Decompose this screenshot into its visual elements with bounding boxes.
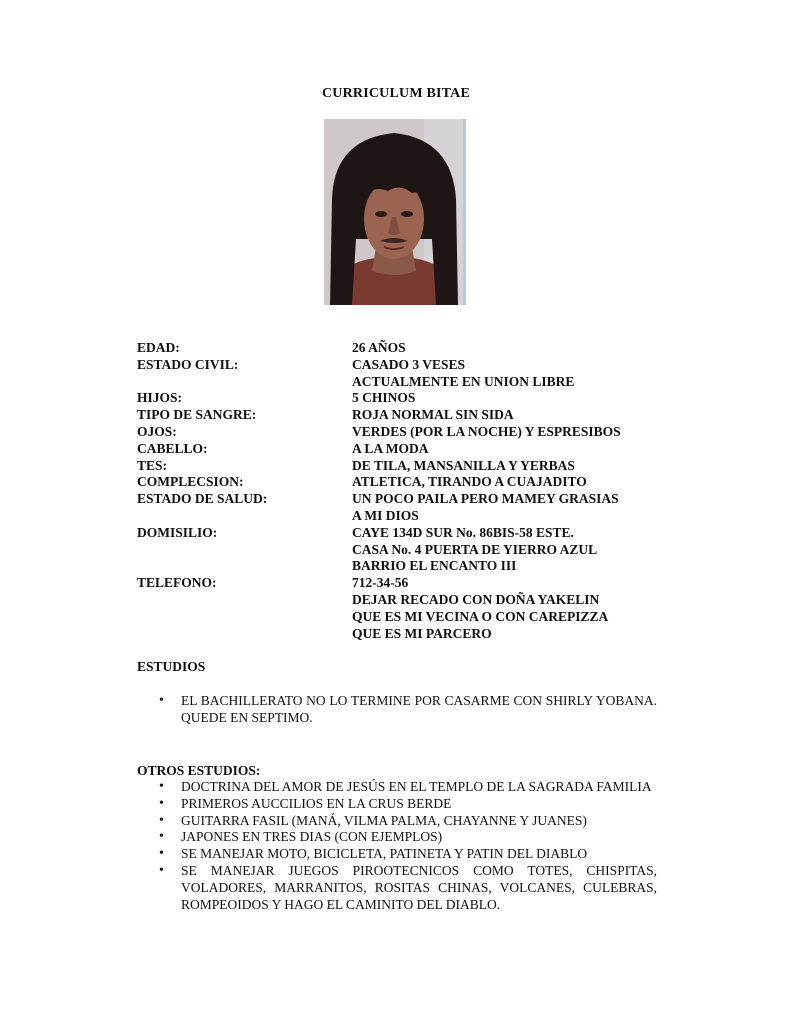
info-value-line: DEJAR RECADO CON DOÑA YAKELIN — [352, 591, 600, 607]
info-value — [352, 458, 657, 475]
info-label: ESTADO DE SALUD: — [137, 491, 268, 507]
info-value — [352, 474, 657, 491]
info-value — [352, 441, 657, 458]
info-label: TIPO DE SANGRE: — [137, 407, 257, 423]
info-value — [352, 525, 657, 575]
info-row — [137, 340, 657, 357]
info-value-line: ACTUALMENTE EN UNION LIBRE — [352, 373, 575, 389]
otros-estudios-heading: OTROS ESTUDIOS: — [137, 763, 261, 778]
info-value-line: UN POCO PAILA PERO MAMEY GRASIAS — [352, 491, 619, 507]
info-value — [352, 407, 657, 424]
info-row — [137, 491, 657, 525]
info-label: DOMISILIO: — [137, 524, 218, 540]
info-value — [352, 491, 657, 525]
info-label: EDAD: — [137, 340, 180, 355]
personal-info-table — [137, 340, 657, 642]
info-row — [137, 458, 657, 475]
info-value-line: QUE ES MI PARCERO — [352, 625, 492, 641]
info-value-line: CAYE 134D SUR No. 86BIS-58 ESTE. — [352, 524, 574, 540]
info-value — [352, 357, 657, 391]
info-label: ESTADO CIVIL: — [137, 356, 239, 372]
info-value-line: 712-34-56 — [352, 575, 409, 591]
info-value — [352, 575, 657, 642]
info-value-line: ATLETICA, TIRANDO A CUAJADITO — [352, 474, 587, 490]
info-label: OJOS: — [137, 423, 177, 439]
info-value-line: CASA No. 4 PUERTA DE YIERRO AZUL — [352, 541, 598, 557]
portrait-image — [324, 119, 463, 305]
estudios-list — [157, 693, 657, 727]
info-value-line: A LA MODA — [352, 440, 429, 456]
info-label: CABELLO: — [137, 440, 208, 456]
info-row — [137, 424, 657, 441]
info-value — [352, 340, 657, 357]
info-row — [137, 441, 657, 458]
info-value-line: BARRIO EL ENCANTO III — [352, 558, 517, 574]
info-value-line: DE TILA, MANSANILLA Y YERBAS — [352, 457, 575, 473]
list-item: • GUITARRA FASIL (MANÁ, VILMA PALMA, CHAYANNE Y JUANES) — [157, 813, 657, 830]
info-label: TES: — [137, 457, 168, 473]
list-item: • SE MANEJAR JUEGOS PIROOTECNICOS COMO TOTES, CHISPITAS, VOLADORES, MARRANITOS, ROSITAS CHINAS, VOLCANES, CULEBRAS, ROMPEOIDOS Y HAGO EL CAMINITO DEL DIABLO. — [157, 863, 657, 913]
list-item: • SE MANEJAR MOTO, BICICLETA, PATINETA Y PATIN DEL DIABLO — [157, 846, 657, 863]
info-label: COMPLECSION: — [137, 474, 244, 490]
info-value-line: A MI DIOS — [352, 507, 419, 523]
info-value — [352, 424, 657, 441]
info-value — [352, 390, 657, 407]
info-row — [137, 390, 657, 407]
info-value-line: 26 AÑOS — [352, 340, 406, 355]
document-title: CURRICULUM BITAE — [321, 86, 470, 101]
info-value-line: 5 CHINOS — [352, 390, 416, 406]
portrait-photo — [324, 119, 466, 305]
info-label: HIJOS: — [137, 390, 183, 406]
estudios-heading: ESTUDIOS — [137, 659, 206, 674]
info-value-line: VERDES (POR LA NOCHE) Y ESPRESIBOS — [352, 423, 621, 439]
info-row — [137, 357, 657, 391]
list-item: • EL BACHILLERATO NO LO TERMINE POR CASARME CON SHIRLY YOBANA. QUEDE EN SEPTIMO. — [157, 693, 657, 727]
info-value-line: QUE ES MI VECINA O CON CAREPIZZA — [352, 608, 609, 624]
info-row — [137, 525, 657, 575]
info-row — [137, 575, 657, 642]
info-row — [137, 407, 657, 424]
info-label: TELEFONO: — [137, 575, 217, 591]
otros-estudios-list — [157, 779, 657, 913]
info-row — [137, 474, 657, 491]
list-item: • DOCTRINA DEL AMOR DE JESÚS EN EL TEMPLO DE LA SAGRADA FAMILIA — [157, 779, 657, 796]
info-value-line: ROJA NORMAL SIN SIDA — [352, 407, 514, 423]
list-item: • PRIMEROS AUCCILIOS EN LA CRUS BERDE — [157, 796, 657, 813]
info-value-line: CASADO 3 VESES — [352, 356, 466, 372]
list-item: • JAPONES EN TRES DIAS (CON EJEMPLOS) — [157, 829, 657, 846]
